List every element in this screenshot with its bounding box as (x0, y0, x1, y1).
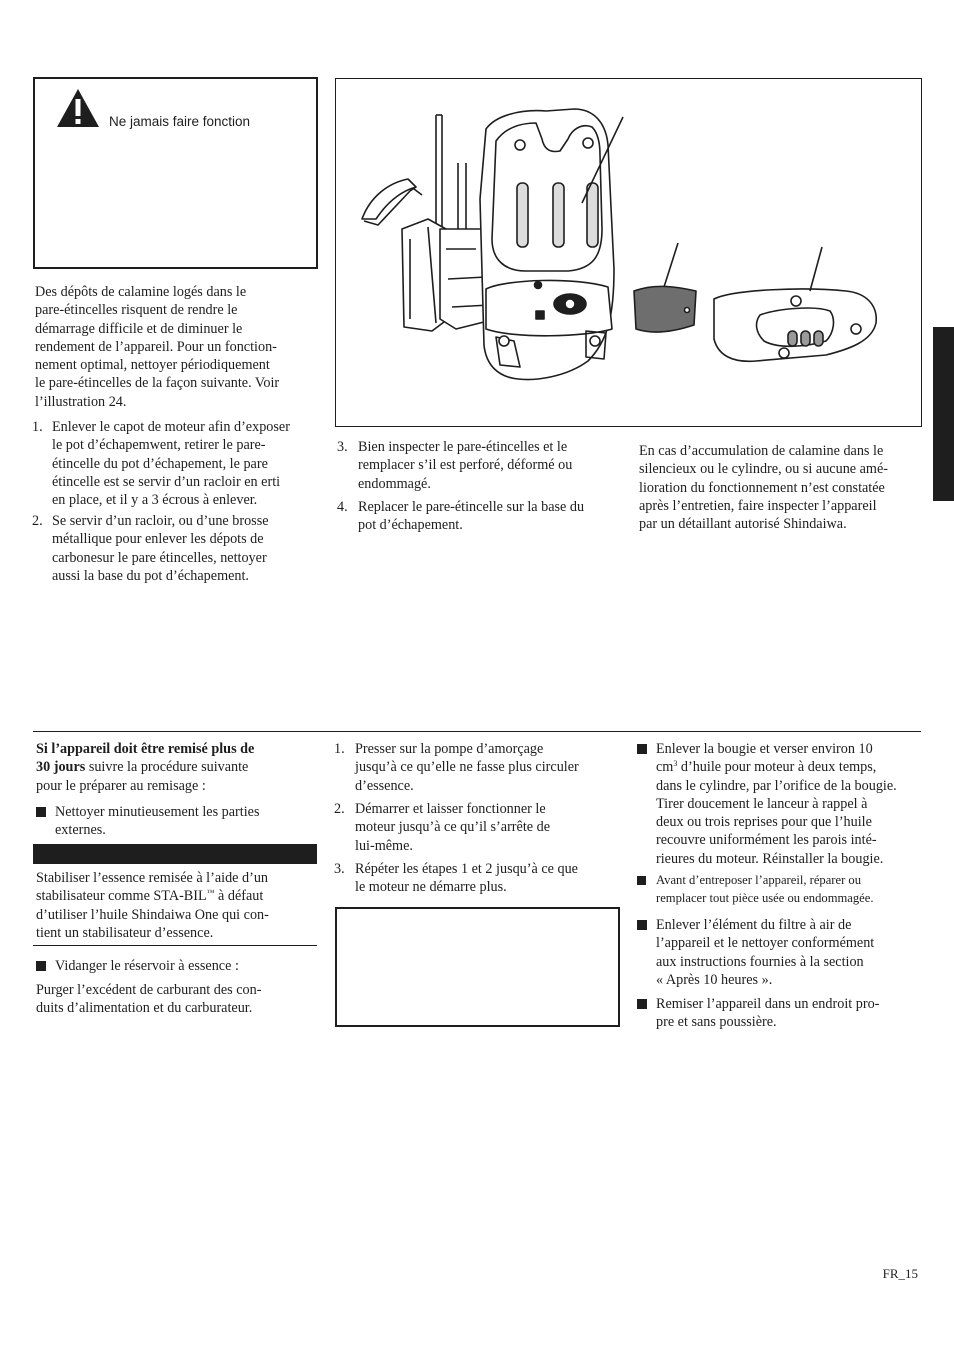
stabilize-line: d’utiliser l’huile Shindaiwa One qui con- (36, 906, 269, 923)
step-line: pot d’échapement. (358, 517, 463, 534)
bullet-square-icon (637, 999, 647, 1009)
stabilize-paragraph (36, 869, 318, 942)
bullet-text (656, 740, 897, 868)
note-line: silencieux ou le cylindre, ou si aucune amé- (639, 461, 888, 478)
bullet-line: aux instructions fournies à la section (656, 953, 864, 970)
storage-intro (36, 740, 316, 795)
note-line: après l’entretien, faire inspecter l’appareil (639, 497, 877, 514)
step-line: étincelle du pot d’échapement, le pare (52, 455, 268, 472)
step-number: 3. (337, 439, 348, 455)
step-line: étincelle est se servir d’un racloir en erti (52, 473, 281, 490)
stabilize-line: stabilisateur comme STA-BIL (36, 888, 207, 905)
notice-bottom-rule (33, 945, 317, 946)
step-line: Répéter les étapes 1 et 2 jusqu’à ce que (355, 861, 578, 877)
step-line: Presser sur la pompe d’amorçage (355, 741, 544, 757)
stabilize-line: à défaut (214, 888, 264, 905)
intro-paragraph (35, 283, 320, 411)
step-text (355, 800, 550, 855)
bullet-line: remplacer tout pièce usée ou endommagée. (656, 890, 874, 905)
unit-text: cm (656, 759, 674, 776)
step-text (52, 418, 290, 509)
step-line: Enlever le capot de moteur afin d’exposer (52, 419, 290, 435)
step-line: le moteur ne démarre plus. (355, 879, 507, 896)
step-number: 3. (334, 861, 345, 877)
step-line: Démarrer et laisser fonctionner le (355, 801, 546, 817)
storage-intro-bold: 30 jours (36, 759, 86, 776)
intro-line: démarrage difficile et de diminuer le (35, 320, 243, 337)
step-line: endommagé. (358, 475, 431, 492)
bullet-line (656, 758, 897, 776)
bullet-line: pre et sans poussière. (656, 1014, 777, 1031)
intro-line: Des dépôts de calamine logés dans le (35, 284, 247, 300)
step-line: Bien inspecter le pare-étincelles et le (358, 439, 568, 455)
bullet-text (55, 803, 259, 840)
notice-header-bar (33, 844, 317, 864)
page-number: FR_15 (882, 1266, 918, 1281)
step-line: Se servir d’un racloir, ou d’une brosse (52, 513, 269, 529)
step-number: 1. (334, 741, 345, 757)
step-line: d’essence. (355, 777, 414, 794)
bullet-square-icon (637, 920, 647, 930)
step-line: le pot d’échapemwent, retirer le pare- (52, 437, 266, 454)
storage-intro-bold: Si l’appareil doit être remisé plus de (36, 741, 255, 757)
intro-line: nement optimal, nettoyer périodiquement (35, 357, 270, 374)
bullet-text (656, 872, 874, 907)
step-text (358, 498, 584, 535)
stabilize-line: Stabiliser l’essence remisée à l’aide d’un (36, 870, 269, 886)
bullet-square-icon (637, 744, 647, 754)
illustration-frame (335, 78, 922, 427)
step-text (358, 438, 572, 493)
step-line: jusqu’à ce qu’elle ne fasse plus circuler (355, 759, 579, 776)
bullet-square-icon (36, 807, 46, 817)
stabilize-line: tient un stabilisateur d’essence. (36, 924, 214, 941)
step-number: 2. (32, 513, 43, 529)
step-line: Replacer le pare-étincelle sur la base du (358, 499, 585, 515)
purge-line: duits d’alimentation et du carburateur. (36, 1000, 253, 1017)
section-tab (933, 327, 954, 501)
step-line: en place, et il y a 3 écrous à enlever. (52, 492, 258, 509)
bullet-line: recouvre uniformément les parois inté- (656, 832, 877, 849)
bullet-line: rieures du moteur. Réinstaller la bougie. (656, 850, 884, 867)
step-line: lui-même. (355, 837, 413, 854)
bullet-line: Enlever la bougie et verser environ 10 (656, 741, 873, 757)
purge-paragraph (36, 981, 318, 1018)
note-line: par un détaillant autorisé Shindaiwa. (639, 516, 847, 533)
intro-line: l’illustration 24. (35, 393, 127, 410)
step-text (355, 740, 579, 795)
bullet-text (656, 995, 879, 1032)
bullet-line: l’appareil et le nettoyer conformément (656, 935, 875, 952)
warning-text: Ne jamais faire fonction (109, 114, 251, 129)
bullet-line: Avant d’entreposer l’appareil, réparer ou (656, 873, 862, 887)
bullet-line: externes. (55, 822, 106, 839)
intro-line: pare-étincelles risquent de rendre le (35, 302, 238, 319)
step-line: métallique pour enlever les dépots de (52, 531, 264, 548)
section-divider (33, 731, 921, 732)
warning-box (33, 77, 318, 269)
bullet-line: Enlever l’élément du filtre à air de (656, 917, 852, 933)
bullet-line: Remiser l’appareil dans un endroit pro- (656, 996, 880, 1012)
bullet-line: Nettoyer minutieusement les parties (55, 804, 260, 820)
step-number: 4. (337, 499, 348, 515)
intro-line: rendement de l’appareil. Pour un fonction- (35, 338, 277, 355)
right-note (639, 442, 924, 533)
warning-triangle-icon (55, 87, 101, 129)
storage-intro-text: pour le préparer au remisage : (36, 777, 206, 794)
bullet-line: Tirer doucement le lanceur à rappel à (656, 795, 868, 812)
step-number: 2. (334, 801, 345, 817)
storage-intro-text: suivre la procédure suivante (85, 759, 249, 776)
intro-line: le pare-étincelles de la façon suivante. Voir (35, 375, 280, 392)
bullet-line-text: d’huile pour moteur à deux temps, (677, 759, 877, 776)
bullet-text: Vidanger le réservoir à essence : (55, 958, 239, 974)
step-number: 1. (32, 419, 43, 435)
step-line: remplacer s’il est perforé, déformé ou (358, 457, 573, 474)
bullet-square-icon (637, 876, 646, 885)
bullet-text (656, 916, 874, 989)
trademark-mark: ™ (206, 888, 215, 898)
bullet-line: deux ou trois reprises pour que l’huile (656, 814, 872, 831)
purge-line: Purger l’excédent de carburant des con- (36, 982, 262, 998)
step-line: aussi la base du pot d’échapement. (52, 567, 249, 584)
note-line: En cas d’accumulation de calamine dans le (639, 443, 884, 459)
note-line: lioration du fonctionnement n’est constatée (639, 479, 885, 496)
step-text (52, 512, 269, 585)
bullet-square-icon (36, 961, 46, 971)
spark-arrestor-illustration (336, 79, 921, 426)
step-line: carbonesur le pare étincelles, nettoyer (52, 549, 267, 566)
notice-box (335, 907, 620, 1027)
bullet-line: « Après 10 heures ». (656, 971, 773, 988)
bullet-line: dans le cylindre, par l’orifice de la bougie. (656, 777, 897, 794)
unit-superscript: 3 (673, 759, 678, 769)
step-text (355, 860, 578, 897)
step-line: moteur jusqu’à ce qu’il s’arrête de (355, 819, 550, 836)
